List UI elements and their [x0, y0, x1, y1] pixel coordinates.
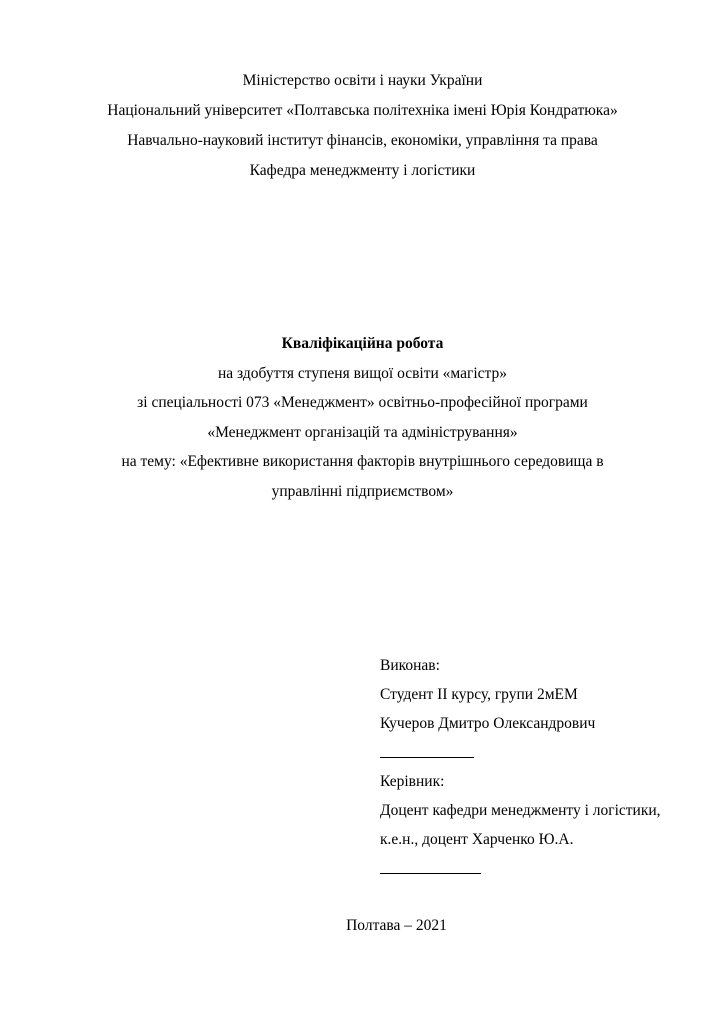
- performer-name: Кучеров Дмитро Олександрович: [380, 715, 596, 732]
- degree-line: на здобуття ступеня вищої освіти «магістр»: [218, 364, 507, 382]
- program-line: «Менеджмент організацій та адміністрування»: [207, 423, 518, 441]
- thesis-heading: Кваліфікаційна робота: [281, 335, 444, 352]
- signature-block: [380, 651, 710, 883]
- institution-header: [0, 66, 725, 186]
- place-year: Полтава – 2021: [346, 917, 447, 934]
- supervisor-name: к.е.н., доцент Харченко Ю.А.: [380, 831, 574, 848]
- thesis-title-block: [0, 329, 725, 506]
- department-name: Кафедра менеджменту і логістики: [249, 162, 476, 179]
- supervisor-position: Доцент кафедри менеджменту і логістики,: [380, 802, 661, 819]
- university-name: Національний університет «Полтавська політехніка імені Юрія Кондратюка»: [107, 102, 618, 119]
- supervisor-signature-line: [380, 854, 481, 874]
- specialty-line: зі спеціальності 073 «Менеджмент» освітньо-професійної програми: [137, 394, 588, 411]
- topic-line-2: управлінні підприємством»: [271, 482, 454, 500]
- performer-signature-line: [380, 738, 474, 758]
- institute-name: Навчально-науковий інститут фінансів, економіки, управління та права: [127, 132, 598, 149]
- performer-status: Студент ІІ курсу, групи 2мЕМ: [380, 686, 578, 703]
- performer-label: Виконав:: [380, 657, 440, 674]
- topic-line-1: на тему: «Ефективне використання факторів внутрішнього середовища в: [121, 453, 604, 470]
- ministry-name: Міністерство освіти і науки України: [242, 72, 483, 89]
- supervisor-label: Керівник:: [380, 773, 445, 790]
